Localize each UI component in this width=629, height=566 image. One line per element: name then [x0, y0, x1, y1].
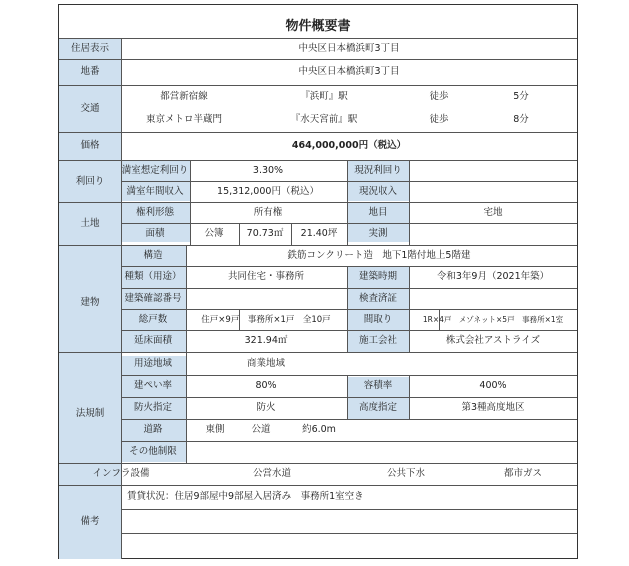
area-sqm: 70.73㎡ — [246, 228, 284, 239]
structure-value: 鉄筋コンクリート造 地下1階付地上5階建 — [287, 250, 471, 261]
road-side: 東側 — [205, 424, 225, 435]
fire-label: 防火指定 — [133, 402, 173, 413]
transport-label: 交通 — [80, 103, 100, 114]
road-label: 道路 — [143, 424, 163, 435]
building-type-value: 共同住宅・事務所 — [227, 271, 305, 282]
full-income-label: 満室年間収入 — [126, 186, 184, 197]
layout-value: 1R×4戸 メゾネット×5戸 事務所×1室 — [422, 315, 564, 324]
bcr-value: 80% — [255, 380, 277, 391]
zone-value: 商業地域 — [246, 358, 286, 369]
height-value: 第3種高度地区 — [461, 402, 525, 413]
inspection-label: 検査済証 — [358, 293, 398, 304]
transport-line-2: 東京メトロ半蔵門 — [145, 114, 223, 125]
transport-station-1: 『浜町』駅 — [300, 91, 348, 102]
property-summary-sheet — [58, 4, 578, 559]
far-value: 400% — [479, 380, 507, 391]
remarks-text: 賃貸状況：住居9部屋中9部屋入居済み 事務所1室空き — [127, 491, 364, 502]
sewer-value: 公共下水 — [386, 468, 426, 479]
land-category-value: 宅地 — [483, 207, 503, 218]
current-yield-label: 現況利回り — [354, 165, 402, 176]
transport-time-1: 5分 — [513, 91, 529, 102]
confirm-number-label: 建築確認番号 — [124, 293, 182, 304]
water-value: 公営水道 — [252, 468, 292, 479]
regulations-label: 法規制 — [75, 408, 105, 419]
road-width: 約6.0m — [302, 424, 336, 435]
layout-label: 間取り — [363, 314, 393, 325]
transport-time-2: 8分 — [513, 114, 529, 125]
rights-value: 所有権 — [253, 207, 283, 218]
area-tsubo: 21.40坪 — [300, 228, 338, 239]
built-label: 建築時期 — [358, 271, 398, 282]
address-value: 中央区日本橋浜町3丁目 — [298, 43, 400, 54]
floor-area-value: 321.94㎡ — [244, 335, 288, 346]
units-label: 総戸数 — [138, 314, 168, 325]
fire-value: 防火 — [256, 402, 276, 413]
area-label: 面積 — [145, 228, 165, 239]
land-label: 土地 — [80, 218, 100, 229]
building-label: 建物 — [80, 297, 100, 308]
rights-label: 権利形態 — [135, 207, 175, 218]
remarks-label: 備考 — [80, 516, 100, 527]
other-restriction-label: その他制限 — [129, 446, 177, 457]
zone-label: 用途地域 — [133, 358, 173, 369]
address-label: 住居表示 — [70, 43, 110, 54]
floor-area-label: 延床面積 — [133, 335, 173, 346]
transport-station-2: 『水天宮前』駅 — [290, 114, 358, 125]
full-income-value: 15,312,000円（税込） — [217, 186, 319, 197]
transport-mode-1: 徒歩 — [429, 91, 449, 102]
price-value: 464,000,000円（税込） — [291, 140, 407, 151]
registry-label: 公簿 — [204, 228, 224, 239]
bcr-label: 建ぺい率 — [133, 380, 173, 391]
road-type: 公道 — [251, 424, 271, 435]
transport-mode-2: 徒歩 — [429, 114, 449, 125]
yield-label: 利回り — [75, 176, 105, 187]
full-yield-label: 満室想定利回り — [121, 165, 189, 176]
infrastructure-label: インフラ設備 — [92, 468, 150, 479]
built-value: 令和3年9月（2021年築） — [436, 271, 550, 282]
builder-value: 株式会社アストライズ — [445, 335, 541, 346]
survey-label: 実測 — [368, 228, 388, 239]
height-label: 高度指定 — [358, 402, 398, 413]
land-category-label: 地目 — [368, 207, 388, 218]
document-title: 物件概要書 — [285, 19, 351, 34]
builder-label: 施工会社 — [358, 335, 398, 346]
price-label: 価格 — [80, 140, 100, 151]
units-value: 住戸×9戸 事務所×1戸 全10戸 — [201, 315, 331, 325]
lot-value: 中央区日本橋浜町3丁目 — [298, 66, 400, 77]
current-income-label: 現況収入 — [358, 186, 398, 197]
structure-label: 構造 — [143, 250, 163, 261]
building-type-label: 種類（用途） — [124, 271, 182, 282]
far-label: 容積率 — [363, 380, 393, 391]
gas-value: 都市ガス — [503, 468, 543, 479]
transport-line-1: 都営新宿線 — [160, 91, 208, 102]
lot-label: 地番 — [80, 66, 100, 77]
full-yield-value: 3.30% — [252, 165, 284, 176]
